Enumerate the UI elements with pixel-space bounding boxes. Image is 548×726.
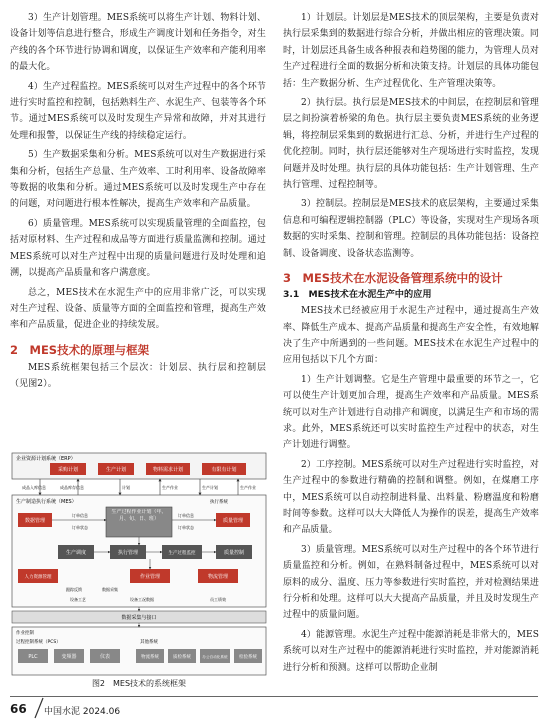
data-interface-title: 数据采集与接口	[121, 615, 157, 621]
flow-label: 生产作业	[162, 485, 178, 490]
framework-diagram	[10, 451, 268, 677]
bottom-box-label: 作业管理	[139, 574, 161, 580]
paragraph: 2）执行层。执行层是MES技术的中间层，在控制层和管理层之间扮演着桥梁的角色。执行层主要负责MES系统的业务逻辑，将控制层采集到的数据进行汇总、分析，并进行生产过程的优化控制。同时，执行层还能够对生产现场进行实时监控，发现问题并及时处理。执行层的具体功能包括：生产计划管理、生产执行管理、过程控制等。	[283, 98, 539, 191]
page-number: 66	[10, 702, 27, 716]
other-box-label: 检验系统	[239, 655, 257, 660]
center-box-label: 生产过程作业计划（年、月、旬、日、班）	[111, 509, 167, 522]
order-label: 订单信息	[178, 513, 194, 518]
page-footer	[0, 696, 548, 726]
pcs-title: 过程控制系统（PCS）	[16, 640, 61, 645]
flow-label: 生产计划	[202, 485, 218, 490]
section-heading: 3 MES技术在水泥设备管理系统中的设计	[283, 271, 503, 286]
erp-boxes	[50, 463, 246, 475]
pcs-box-label: PLC	[28, 654, 38, 660]
left-column	[10, 10, 266, 396]
journal-name: 中国水泥 2024.06	[44, 707, 121, 717]
bottom-box-label: 物流管理	[207, 574, 229, 580]
right-column	[283, 10, 539, 679]
misc-label: 设备工艺	[70, 597, 86, 602]
paragraph: 3）质量管理。MES系统可以对生产过程中的各个环节进行质量监控和分析。例如，在熟料制备过程中，MES系统可以对原料的成分、温度、压力等参数进行实时监控，并对检测结果进行分析和处理。这样可以大大提高产品质量，并且及时发现生产过程中的质量问题。	[283, 544, 539, 621]
order-label: 订单状态	[72, 525, 88, 530]
pcs-box-label: 仪表	[99, 654, 111, 660]
pcs-box-label: 变频器	[61, 654, 77, 660]
other-box-label: 质检系统	[173, 655, 191, 660]
order-label: 订单信息	[72, 513, 88, 518]
side-box-label: 数据管理	[24, 518, 46, 524]
subsection-heading: 3.1 MES技术在水泥生产中的应用	[283, 289, 432, 301]
erp-box-label: 有限有计划	[211, 467, 237, 473]
footer-rule	[10, 696, 538, 697]
mid-box-label: 执行管理	[117, 550, 139, 556]
bottom-box-label: 人力资源管理	[24, 575, 52, 580]
misc-label: 设备工况数据	[130, 597, 154, 602]
mid-box-label: 生产过程监控	[168, 551, 196, 556]
other-box-label: 物流系统	[141, 655, 159, 660]
paragraph: 总之，MES技术在水泥生产中的应用非常广泛，可以实现对生产过程、设备、质量等方面的全面监控和管理，提高生产效率和产品质量，促进企业的持续发展。	[10, 287, 266, 331]
flow-label: 成品入库信息	[22, 485, 46, 490]
order-label: 订单状态	[178, 525, 194, 530]
control-title: 作业控制	[16, 631, 34, 636]
flow-label: 计划	[122, 485, 130, 490]
paragraph: 6）质量管理。MES系统可以实现质量管理的全面监控，包括对原材料、生产过程和成品等方面进行质量监测和控制。通过MES系统可以对生产过程中出现的质量问题进行及时处理和追溯，以提高产品质量和客户满意度。	[10, 218, 266, 279]
paragraph: 4）生产过程监控。MES系统可以对生产过程中的各个环节进行实时监控和控制，包括熟料生产、水泥生产、包装等各个环节。通过MES系统可以及时发现生产异常和故障，并对其进行处理和报警，以保证生产线的持续稳定运行。	[10, 81, 266, 141]
paragraph: 3）生产计划管理。MES系统可以将生产计划、物料计划、设备计划等信息进行整合，形成生产调度计划和任务指令，对生产线的各个环节进行协调和调度，以保证生产效率和产能利用率的最大化。	[10, 13, 266, 73]
section-heading: 2 MES技术的原理与框架	[10, 342, 150, 357]
figure-caption: 图2 MES技术的系统框架	[91, 679, 187, 688]
paragraph: 2）工序控制。MES系统可以对生产过程进行实时监控，对生产过程中的参数进行精确的控制和调整。例如，在煤磨工序中，MES系统可以自动控制进料量、出料量、粉磨温度和粉磨时间等参数。这样可以大大降低人为操作的误差，提高生产效率和产品质量。	[283, 459, 539, 536]
exec-label: 执行系统	[210, 500, 228, 505]
erp-box-label: 物料需求计划	[152, 467, 184, 473]
erp-box-label: 采购计划	[57, 467, 79, 473]
erp-title: 企业资源计划系统（ERP）	[16, 456, 76, 462]
paragraph: 3）控制层。控制层是MES技术的底层架构，主要通过采集信息和可编程逻辑控制器（PLC）等设备，实现对生产现场各项数据的实时采集、控制和管理。控制层的具体功能包括：设备控制、设备调度、设备状态监测等。	[283, 199, 539, 259]
paragraph: 5）生产数据采集和分析。MES系统可以对生产数据进行采集和分析，包括生产总量、生产效率、工时利用率、设备故障率等数据的收集和分析。通过MES系统可以及时发现生产中存在的问题，对问题进行根本性解决，提高生产效率和产品质量。	[10, 150, 266, 210]
side-box-label: 质量管理	[222, 518, 244, 524]
other-box-label: 办公自动化系统	[202, 655, 228, 659]
mes-title: 生产制造执行系统（MES）	[16, 499, 77, 505]
paragraph: MES系统框架包括三个层次：计划层、执行层和控制层（见图2）。	[10, 362, 266, 390]
misc-label: 员工绩效	[210, 597, 226, 602]
flow-label: 成品库存信息	[60, 485, 84, 490]
erp-box-label: 生产计划	[105, 467, 127, 473]
paragraph: MES技术已经被应用于水泥生产过程中，通过提高生产效率、降低生产成本、提高产品质量和提高生产安全性，有效地解决了生产中所遇到的一些问题。MES技术在水泥生产过程中的应用包括以下几个方面：	[283, 306, 539, 366]
mes-framework-figure	[10, 451, 268, 687]
flow-label: 生产作业	[240, 485, 256, 490]
mid-box-label: 生产调度	[65, 550, 87, 556]
paragraph: 4）能源管理。水泥生产过程中能源消耗是非常大的，MES系统可以对生产过程中的能源消耗进行实时监控，并对能源消耗进行分析和预测。这样可以帮助企业制	[283, 629, 539, 673]
other-title: 其他系统	[140, 640, 158, 645]
paragraph: 1）生产计划调整。它是生产管理中最重要的环节之一，它可以使生产计划更加合理，提高生产效率和产品质量。MES系统可以对生产计划进行自动排产和调度，以满足生产和市场的需求。此外，MES系统还可以实时监控生产过程中的状态，对生产计划进行调整。	[283, 374, 539, 451]
pcs-boxes	[18, 649, 120, 663]
misc-label: 数据采集	[102, 587, 118, 592]
misc-label: 跟踪反馈	[66, 587, 82, 592]
paragraph: 1）计划层。计划层是MES技术的顶层架构，主要是负责对执行层采集到的数据进行综合分析，并做出相应的管理决策。同时，计划层还具备生成各种报表和趋势图的能力，为管理人员对生产过程进行全面的数据分析和决策支持。计划层的具体功能包括：生产数据分析、生产过程优化、生产管理决策等。	[283, 13, 539, 89]
mid-box-label: 质量控制	[223, 550, 245, 556]
